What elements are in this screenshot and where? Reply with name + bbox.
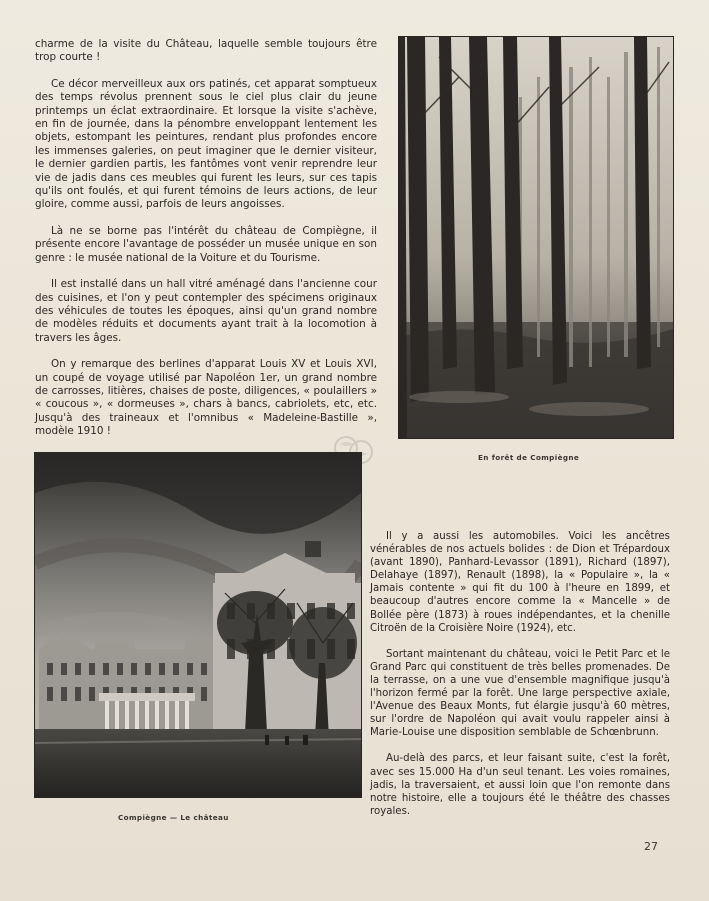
paragraph-forest: Au-delà des parcs, et leur faisant suite, c'est la forêt, avec ses 15.000 Ha d'un seul tenant. Les voies romaines, jadis, la traversaient, et aussi loin que l'on remonte dans notre histoire, elle a toujours été le théâtre des chasses royales.: [370, 753, 670, 817]
paragraph-charm: charme de la visite du Château, laquelle semble toujours être trop courte !: [35, 38, 377, 64]
paragraph-carriages: On y remarque des berlines d'apparat Louis XV et Louis XVI, un coupé de voyage utilisé par Napoléon 1er, un grand nombre de carrosses, litières, chaises de poste, diligences, « poulaillers » « coucous », « dormeuses », chars à bancs, cabriolets, etc, etc. Jusqu'à des traineaux et l'omnibus « Madeleine-Bastille », modèle 1910 !: [35, 358, 377, 438]
paragraph-automobiles: Il y a aussi les automobiles. Voici les ancêtres vénérables de nos actuels bolides : de Dion et Trépardoux (avant 1890), Panhard-Levassor (1891), Richard (1897), Delahaye (1897), Renault (1898), la « Populaire », la « Jamais contente » qui fit du 100 à l'heure en 1899, et beaucoup d'autres encore comme la « Mancelle » de Bollée père (1873) à roues indépendantes, et la chenille Citroën de la Croisière Noire (1924), etc.: [370, 531, 670, 634]
right-text-column: [370, 530, 670, 831]
chateau-photo: [34, 452, 362, 798]
paragraph-decor: Ce décor merveilleux aux ors patinés, cet apparat somptueux des temps révolus prennent sous le ciel plus clair du jeune printemps un éclat extraordinaire. Et lorsque la visite s'achève, en fin de journée, dans la pénombre enveloppant lentement les objets, estompant les peintures, rendant plus profondes encore les immenses galeries, on peut imaginer que le dernier visiteur, le dernier gardien partis, les fantômes vont venir reprendre leur vie de jadis dans ces meubles qui furent les leurs, sur ces tapis qu'ils ont foulés, et qui furent témoins de leurs actions, de leur gloire, comme aussi, parfois de leurs angoisses.: [35, 77, 377, 211]
left-text-column: [35, 38, 377, 452]
forest-caption: En forêt de Compiègne: [478, 453, 580, 462]
paragraph-hall: Il est installé dans un hall vitré aménagé dans l'ancienne cour des cuisines, et l'on y peut contempler des spécimens originaux des véhicules de toutes les époques, ainsi qu'un grand nombre de modèles réduits et documents ayant trait à la locomotion à travers les âges.: [35, 278, 377, 344]
chateau-caption: Compiègne — Le château: [118, 813, 229, 822]
paragraph-parks: Sortant maintenant du château, voici le Petit Parc et le Grand Parc qui constituent de très belles promenades. De la terrasse, on a une vue d'ensemble magnifique jusqu'à l'horizon fermé par la forêt. Une large perspective axiale, l'Avenue des Beaux Monts, fut élargie jusqu'à 60 mètres, sur l'ordre de Napoléon qui avait voulu rappeler ainsi à Marie-Louise une disposition semblable de Schœnbrunn.: [370, 648, 670, 739]
forest-photo: [398, 36, 674, 439]
paragraph-museum: Là ne se borne pas l'intérêt du château de Compiègne, il présente encore l'avantage de posséder un musée unique en son genre : le musée national de la Voiture et du Tourisme.: [35, 224, 377, 264]
page-number: 27: [644, 840, 658, 853]
